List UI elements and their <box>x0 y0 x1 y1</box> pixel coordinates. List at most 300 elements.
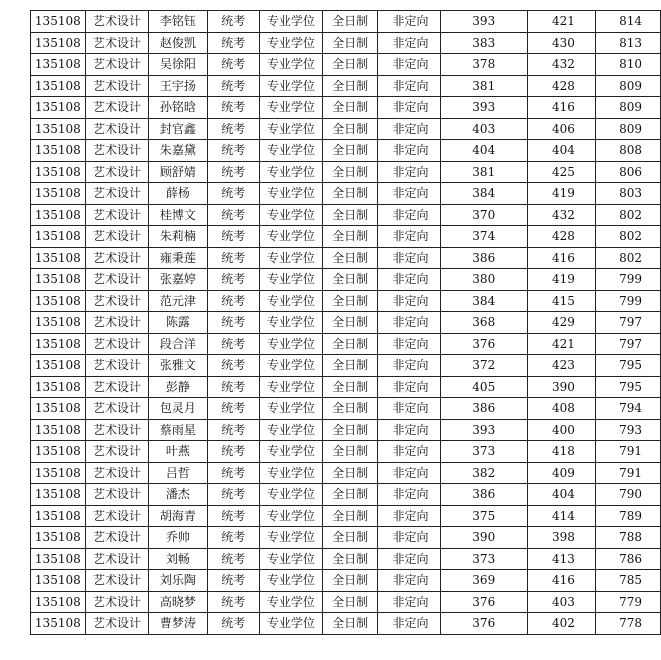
score-first-cell: 382 <box>440 462 527 484</box>
table-row <box>31 591 661 613</box>
candidate-name-cell: 包灵月 <box>149 398 207 420</box>
candidate-name-cell: 彭静 <box>149 376 207 398</box>
direction-cell: 非定向 <box>378 118 440 140</box>
major-name-cell: 艺术设计 <box>85 613 149 635</box>
degree-type-cell: 专业学位 <box>259 97 322 119</box>
score-first-cell: 405 <box>440 376 527 398</box>
exam-type-cell: 统考 <box>207 613 259 635</box>
total-score-cell: 797 <box>595 333 660 355</box>
score-second-cell: 406 <box>527 118 595 140</box>
score-second-cell: 421 <box>527 333 595 355</box>
direction-cell: 非定向 <box>378 613 440 635</box>
table-row <box>31 570 661 592</box>
major-code-cell: 135108 <box>31 505 86 527</box>
score-second-cell: 416 <box>527 247 595 269</box>
score-first-cell: 376 <box>440 333 527 355</box>
degree-type-cell: 专业学位 <box>259 527 322 549</box>
major-name-cell: 艺术设计 <box>85 527 149 549</box>
score-second-cell: 428 <box>527 75 595 97</box>
exam-type-cell: 统考 <box>207 312 259 334</box>
major-code-cell: 135108 <box>31 570 86 592</box>
study-mode-cell: 全日制 <box>322 226 378 248</box>
score-second-cell: 429 <box>527 312 595 334</box>
score-first-cell: 403 <box>440 118 527 140</box>
degree-type-cell: 专业学位 <box>259 376 322 398</box>
total-score-cell: 809 <box>595 118 660 140</box>
degree-type-cell: 专业学位 <box>259 613 322 635</box>
major-name-cell: 艺术设计 <box>85 247 149 269</box>
study-mode-cell: 全日制 <box>322 376 378 398</box>
major-name-cell: 艺术设计 <box>85 548 149 570</box>
major-name-cell: 艺术设计 <box>85 75 149 97</box>
score-second-cell: 398 <box>527 527 595 549</box>
degree-type-cell: 专业学位 <box>259 183 322 205</box>
table-row <box>31 183 661 205</box>
major-name-cell: 艺术设计 <box>85 183 149 205</box>
direction-cell: 非定向 <box>378 11 440 33</box>
major-code-cell: 135108 <box>31 269 86 291</box>
total-score-cell: 791 <box>595 441 660 463</box>
score-first-cell: 393 <box>440 419 527 441</box>
study-mode-cell: 全日制 <box>322 419 378 441</box>
score-second-cell: 432 <box>527 204 595 226</box>
major-code-cell: 135108 <box>31 118 86 140</box>
table-row <box>31 118 661 140</box>
total-score-cell: 790 <box>595 484 660 506</box>
score-first-cell: 376 <box>440 613 527 635</box>
total-score-cell: 806 <box>595 161 660 183</box>
total-score-cell: 779 <box>595 591 660 613</box>
major-code-cell: 135108 <box>31 183 86 205</box>
admission-score-table <box>30 10 661 635</box>
exam-type-cell: 统考 <box>207 548 259 570</box>
direction-cell: 非定向 <box>378 161 440 183</box>
total-score-cell: 799 <box>595 269 660 291</box>
direction-cell: 非定向 <box>378 32 440 54</box>
score-second-cell: 414 <box>527 505 595 527</box>
table-row <box>31 140 661 162</box>
direction-cell: 非定向 <box>378 183 440 205</box>
total-score-cell: 794 <box>595 398 660 420</box>
table-row <box>31 204 661 226</box>
major-name-cell: 艺术设计 <box>85 484 149 506</box>
table-row <box>31 75 661 97</box>
major-code-cell: 135108 <box>31 398 86 420</box>
candidate-name-cell: 刘乐陶 <box>149 570 207 592</box>
score-second-cell: 409 <box>527 462 595 484</box>
study-mode-cell: 全日制 <box>322 161 378 183</box>
major-name-cell: 艺术设计 <box>85 161 149 183</box>
degree-type-cell: 专业学位 <box>259 118 322 140</box>
degree-type-cell: 专业学位 <box>259 161 322 183</box>
degree-type-cell: 专业学位 <box>259 247 322 269</box>
degree-type-cell: 专业学位 <box>259 75 322 97</box>
score-first-cell: 383 <box>440 32 527 54</box>
score-second-cell: 432 <box>527 54 595 76</box>
study-mode-cell: 全日制 <box>322 11 378 33</box>
major-code-cell: 135108 <box>31 462 86 484</box>
major-name-cell: 艺术设计 <box>85 312 149 334</box>
candidate-name-cell: 薛杨 <box>149 183 207 205</box>
candidate-name-cell: 蔡雨星 <box>149 419 207 441</box>
table-row <box>31 355 661 377</box>
score-first-cell: 372 <box>440 355 527 377</box>
exam-type-cell: 统考 <box>207 247 259 269</box>
major-code-cell: 135108 <box>31 97 86 119</box>
exam-type-cell: 统考 <box>207 462 259 484</box>
major-code-cell: 135108 <box>31 290 86 312</box>
table-row <box>31 613 661 635</box>
major-code-cell: 135108 <box>31 376 86 398</box>
study-mode-cell: 全日制 <box>322 312 378 334</box>
direction-cell: 非定向 <box>378 505 440 527</box>
exam-type-cell: 统考 <box>207 527 259 549</box>
total-score-cell: 789 <box>595 505 660 527</box>
exam-type-cell: 统考 <box>207 226 259 248</box>
exam-type-cell: 统考 <box>207 32 259 54</box>
score-second-cell: 425 <box>527 161 595 183</box>
exam-type-cell: 统考 <box>207 54 259 76</box>
total-score-cell: 793 <box>595 419 660 441</box>
direction-cell: 非定向 <box>378 97 440 119</box>
major-code-cell: 135108 <box>31 591 86 613</box>
study-mode-cell: 全日制 <box>322 505 378 527</box>
total-score-cell: 797 <box>595 312 660 334</box>
study-mode-cell: 全日制 <box>322 462 378 484</box>
study-mode-cell: 全日制 <box>322 290 378 312</box>
score-second-cell: 403 <box>527 591 595 613</box>
study-mode-cell: 全日制 <box>322 613 378 635</box>
table-row <box>31 226 661 248</box>
candidate-name-cell: 段合洋 <box>149 333 207 355</box>
study-mode-cell: 全日制 <box>322 570 378 592</box>
degree-type-cell: 专业学位 <box>259 398 322 420</box>
total-score-cell: 799 <box>595 290 660 312</box>
major-code-cell: 135108 <box>31 312 86 334</box>
table-row <box>31 462 661 484</box>
score-first-cell: 373 <box>440 548 527 570</box>
table-row <box>31 161 661 183</box>
major-name-cell: 艺术设计 <box>85 376 149 398</box>
major-name-cell: 艺术设计 <box>85 32 149 54</box>
total-score-cell: 778 <box>595 613 660 635</box>
candidate-name-cell: 朱嘉黛 <box>149 140 207 162</box>
major-name-cell: 艺术设计 <box>85 97 149 119</box>
exam-type-cell: 统考 <box>207 290 259 312</box>
total-score-cell: 791 <box>595 462 660 484</box>
direction-cell: 非定向 <box>378 54 440 76</box>
score-first-cell: 393 <box>440 11 527 33</box>
major-name-cell: 艺术设计 <box>85 290 149 312</box>
candidate-name-cell: 范元津 <box>149 290 207 312</box>
direction-cell: 非定向 <box>378 398 440 420</box>
score-second-cell: 430 <box>527 32 595 54</box>
study-mode-cell: 全日制 <box>322 140 378 162</box>
candidate-name-cell: 高晓梦 <box>149 591 207 613</box>
direction-cell: 非定向 <box>378 269 440 291</box>
degree-type-cell: 专业学位 <box>259 484 322 506</box>
major-name-cell: 艺术设计 <box>85 54 149 76</box>
table-row <box>31 376 661 398</box>
degree-type-cell: 专业学位 <box>259 462 322 484</box>
direction-cell: 非定向 <box>378 333 440 355</box>
direction-cell: 非定向 <box>378 441 440 463</box>
table-row <box>31 398 661 420</box>
candidate-name-cell: 顾舒婧 <box>149 161 207 183</box>
study-mode-cell: 全日制 <box>322 54 378 76</box>
score-second-cell: 404 <box>527 484 595 506</box>
degree-type-cell: 专业学位 <box>259 548 322 570</box>
table-row <box>31 97 661 119</box>
table-row <box>31 505 661 527</box>
major-name-cell: 艺术设计 <box>85 355 149 377</box>
table-body <box>31 11 661 635</box>
candidate-name-cell: 胡海青 <box>149 505 207 527</box>
total-score-cell: 813 <box>595 32 660 54</box>
total-score-cell: 795 <box>595 376 660 398</box>
total-score-cell: 795 <box>595 355 660 377</box>
study-mode-cell: 全日制 <box>322 204 378 226</box>
direction-cell: 非定向 <box>378 75 440 97</box>
total-score-cell: 788 <box>595 527 660 549</box>
candidate-name-cell: 张嘉婷 <box>149 269 207 291</box>
score-second-cell: 415 <box>527 290 595 312</box>
score-first-cell: 381 <box>440 75 527 97</box>
major-code-cell: 135108 <box>31 204 86 226</box>
table-row <box>31 333 661 355</box>
degree-type-cell: 专业学位 <box>259 441 322 463</box>
study-mode-cell: 全日制 <box>322 247 378 269</box>
major-code-cell: 135108 <box>31 247 86 269</box>
table-row <box>31 247 661 269</box>
major-name-cell: 艺术设计 <box>85 570 149 592</box>
exam-type-cell: 统考 <box>207 204 259 226</box>
major-code-cell: 135108 <box>31 75 86 97</box>
study-mode-cell: 全日制 <box>322 32 378 54</box>
major-code-cell: 135108 <box>31 32 86 54</box>
candidate-name-cell: 吕哲 <box>149 462 207 484</box>
exam-type-cell: 统考 <box>207 161 259 183</box>
major-code-cell: 135108 <box>31 484 86 506</box>
direction-cell: 非定向 <box>378 355 440 377</box>
major-name-cell: 艺术设计 <box>85 118 149 140</box>
study-mode-cell: 全日制 <box>322 333 378 355</box>
candidate-name-cell: 刘畅 <box>149 548 207 570</box>
degree-type-cell: 专业学位 <box>259 226 322 248</box>
major-code-cell: 135108 <box>31 613 86 635</box>
candidate-name-cell: 张雅文 <box>149 355 207 377</box>
direction-cell: 非定向 <box>378 312 440 334</box>
exam-type-cell: 统考 <box>207 118 259 140</box>
score-second-cell: 402 <box>527 613 595 635</box>
major-name-cell: 艺术设计 <box>85 226 149 248</box>
score-first-cell: 384 <box>440 183 527 205</box>
total-score-cell: 802 <box>595 226 660 248</box>
major-name-cell: 艺术设计 <box>85 462 149 484</box>
major-code-cell: 135108 <box>31 54 86 76</box>
major-name-cell: 艺术设计 <box>85 398 149 420</box>
exam-type-cell: 统考 <box>207 398 259 420</box>
major-code-cell: 135108 <box>31 11 86 33</box>
direction-cell: 非定向 <box>378 462 440 484</box>
exam-type-cell: 统考 <box>207 75 259 97</box>
score-first-cell: 370 <box>440 204 527 226</box>
degree-type-cell: 专业学位 <box>259 290 322 312</box>
study-mode-cell: 全日制 <box>322 591 378 613</box>
direction-cell: 非定向 <box>378 419 440 441</box>
exam-type-cell: 统考 <box>207 591 259 613</box>
score-first-cell: 386 <box>440 484 527 506</box>
total-score-cell: 802 <box>595 204 660 226</box>
study-mode-cell: 全日制 <box>322 441 378 463</box>
degree-type-cell: 专业学位 <box>259 505 322 527</box>
major-name-cell: 艺术设计 <box>85 591 149 613</box>
total-score-cell: 809 <box>595 75 660 97</box>
table-row <box>31 269 661 291</box>
direction-cell: 非定向 <box>378 591 440 613</box>
direction-cell: 非定向 <box>378 226 440 248</box>
score-first-cell: 404 <box>440 140 527 162</box>
major-code-cell: 135108 <box>31 226 86 248</box>
exam-type-cell: 统考 <box>207 570 259 592</box>
exam-type-cell: 统考 <box>207 505 259 527</box>
score-second-cell: 413 <box>527 548 595 570</box>
degree-type-cell: 专业学位 <box>259 204 322 226</box>
study-mode-cell: 全日制 <box>322 118 378 140</box>
table-row <box>31 54 661 76</box>
table-row <box>31 484 661 506</box>
score-second-cell: 421 <box>527 11 595 33</box>
degree-type-cell: 专业学位 <box>259 32 322 54</box>
score-second-cell: 418 <box>527 441 595 463</box>
major-name-cell: 艺术设计 <box>85 11 149 33</box>
table-row <box>31 419 661 441</box>
score-second-cell: 408 <box>527 398 595 420</box>
exam-type-cell: 统考 <box>207 11 259 33</box>
direction-cell: 非定向 <box>378 376 440 398</box>
degree-type-cell: 专业学位 <box>259 140 322 162</box>
direction-cell: 非定向 <box>378 247 440 269</box>
candidate-name-cell: 李铭钰 <box>149 11 207 33</box>
exam-type-cell: 统考 <box>207 376 259 398</box>
score-second-cell: 400 <box>527 419 595 441</box>
degree-type-cell: 专业学位 <box>259 355 322 377</box>
candidate-name-cell: 雍秉莲 <box>149 247 207 269</box>
table-row <box>31 548 661 570</box>
exam-type-cell: 统考 <box>207 419 259 441</box>
candidate-name-cell: 朱莉楠 <box>149 226 207 248</box>
score-first-cell: 378 <box>440 54 527 76</box>
score-second-cell: 419 <box>527 269 595 291</box>
total-score-cell: 810 <box>595 54 660 76</box>
table-row <box>31 11 661 33</box>
major-name-cell: 艺术设计 <box>85 269 149 291</box>
candidate-name-cell: 曹梦涛 <box>149 613 207 635</box>
total-score-cell: 809 <box>595 97 660 119</box>
table-row <box>31 290 661 312</box>
study-mode-cell: 全日制 <box>322 97 378 119</box>
score-first-cell: 375 <box>440 505 527 527</box>
score-first-cell: 390 <box>440 527 527 549</box>
exam-type-cell: 统考 <box>207 333 259 355</box>
direction-cell: 非定向 <box>378 140 440 162</box>
score-second-cell: 416 <box>527 97 595 119</box>
exam-type-cell: 统考 <box>207 484 259 506</box>
study-mode-cell: 全日制 <box>322 484 378 506</box>
score-second-cell: 416 <box>527 570 595 592</box>
direction-cell: 非定向 <box>378 548 440 570</box>
candidate-name-cell: 吴徐阳 <box>149 54 207 76</box>
major-code-cell: 135108 <box>31 355 86 377</box>
major-code-cell: 135108 <box>31 140 86 162</box>
table-row <box>31 32 661 54</box>
major-code-cell: 135108 <box>31 441 86 463</box>
degree-type-cell: 专业学位 <box>259 591 322 613</box>
direction-cell: 非定向 <box>378 204 440 226</box>
study-mode-cell: 全日制 <box>322 548 378 570</box>
degree-type-cell: 专业学位 <box>259 333 322 355</box>
score-first-cell: 384 <box>440 290 527 312</box>
candidate-name-cell: 桂博文 <box>149 204 207 226</box>
score-first-cell: 381 <box>440 161 527 183</box>
exam-type-cell: 统考 <box>207 140 259 162</box>
major-name-cell: 艺术设计 <box>85 441 149 463</box>
degree-type-cell: 专业学位 <box>259 312 322 334</box>
candidate-name-cell: 赵俊凯 <box>149 32 207 54</box>
table-row <box>31 441 661 463</box>
major-name-cell: 艺术设计 <box>85 333 149 355</box>
major-code-cell: 135108 <box>31 548 86 570</box>
study-mode-cell: 全日制 <box>322 269 378 291</box>
major-name-cell: 艺术设计 <box>85 204 149 226</box>
exam-type-cell: 统考 <box>207 97 259 119</box>
direction-cell: 非定向 <box>378 484 440 506</box>
exam-type-cell: 统考 <box>207 355 259 377</box>
total-score-cell: 814 <box>595 11 660 33</box>
score-second-cell: 423 <box>527 355 595 377</box>
table-row <box>31 312 661 334</box>
total-score-cell: 803 <box>595 183 660 205</box>
candidate-name-cell: 王宇扬 <box>149 75 207 97</box>
study-mode-cell: 全日制 <box>322 527 378 549</box>
major-name-cell: 艺术设计 <box>85 505 149 527</box>
score-second-cell: 419 <box>527 183 595 205</box>
score-first-cell: 369 <box>440 570 527 592</box>
exam-type-cell: 统考 <box>207 269 259 291</box>
study-mode-cell: 全日制 <box>322 355 378 377</box>
degree-type-cell: 专业学位 <box>259 419 322 441</box>
table-row <box>31 527 661 549</box>
candidate-name-cell: 封官鑫 <box>149 118 207 140</box>
score-second-cell: 390 <box>527 376 595 398</box>
major-name-cell: 艺术设计 <box>85 419 149 441</box>
score-first-cell: 376 <box>440 591 527 613</box>
total-score-cell: 785 <box>595 570 660 592</box>
study-mode-cell: 全日制 <box>322 75 378 97</box>
study-mode-cell: 全日制 <box>322 183 378 205</box>
score-first-cell: 380 <box>440 269 527 291</box>
exam-type-cell: 统考 <box>207 183 259 205</box>
candidate-name-cell: 乔帅 <box>149 527 207 549</box>
major-code-cell: 135108 <box>31 333 86 355</box>
score-second-cell: 428 <box>527 226 595 248</box>
degree-type-cell: 专业学位 <box>259 54 322 76</box>
candidate-name-cell: 孙铭晗 <box>149 97 207 119</box>
direction-cell: 非定向 <box>378 570 440 592</box>
major-code-cell: 135108 <box>31 161 86 183</box>
exam-type-cell: 统考 <box>207 441 259 463</box>
degree-type-cell: 专业学位 <box>259 11 322 33</box>
